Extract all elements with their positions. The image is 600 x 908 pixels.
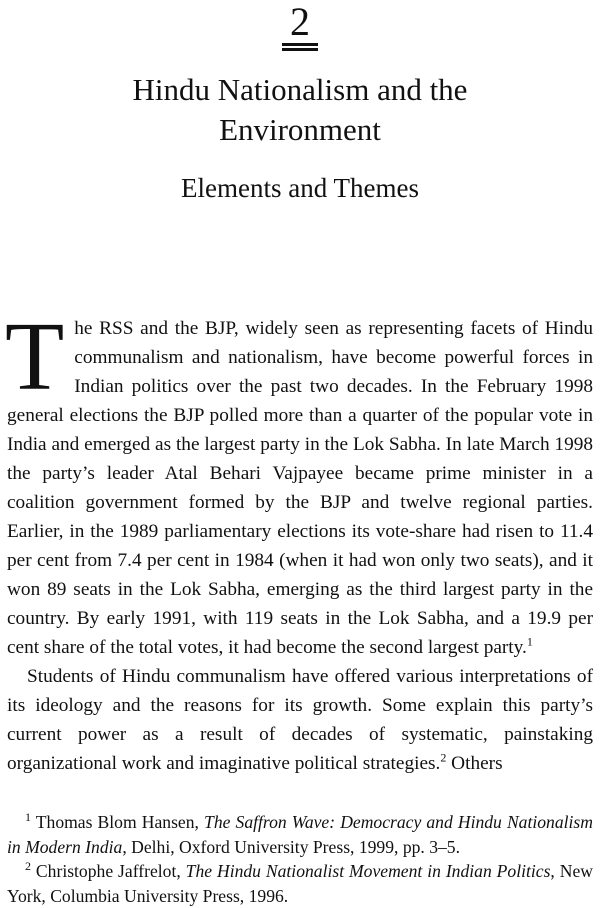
paragraph-1	[5, 303, 593, 662]
footnote-1-author: Thomas Blom Hansen,	[35, 812, 205, 832]
paragraph-2-text: Students of Hindu communalism have offered various interpretations of its ideology and the reasons for its growth. Some explain this party’s current power as a result of decades of systematic, painstaking organizational work and imaginative political strategies.	[7, 666, 593, 774]
paragraph-2-tail: Others	[446, 753, 503, 774]
body-text	[5, 303, 593, 778]
footnote-2-work: The Hindu Nationalist Movement in Indian Politics	[185, 861, 551, 881]
footnote-1-rest: , Delhi, Oxford University Press, 1999, pp. 3–5.	[122, 836, 461, 857]
chapter-subtitle: Elements and Themes	[181, 173, 419, 203]
paragraph-1-text: he RSS and the BJP, widely seen as representing facets of Hindu communalism and nationalism, have become powerful forces in Indian politics over the past two decades. In the February 1998 general elections the BJP polled more than a quarter of the popular vote in India and emerged as the largest party in the Lok Sabha. In late March 1998 the party’s leader Atal Behari Vajpayee became prime minister in a coalition government formed by the BJP and twelve regional parties. Earlier, in the 1989 parliamentary elections its vote-share had risen to 11.4 per cent from 7.4 per cent in 1984 (when it had won only two seats), and it won 89 seats in the Lok Sabha, emerging as the third largest party in the country. By early 1991, with 119 seats in the Lok Sabha, and a 19.9 per cent share of the total votes, it had become the second largest party.	[7, 318, 593, 658]
footnote-2-marker: 2	[25, 859, 31, 874]
chapter-number-double-rule	[282, 43, 318, 51]
drop-cap: T	[5, 303, 65, 410]
footnote-1	[7, 810, 593, 859]
footnote-1-marker: 1	[25, 810, 31, 825]
footnote-ref-1: 1	[526, 634, 533, 649]
footnote-1-work: The Saffron Wave: Democracy and Hindu Nationalism in Modern India	[7, 812, 593, 857]
footnote-2-rest: , New York, Columbia University Press, 1996.	[7, 861, 593, 906]
footnote-2-author: Christophe Jaffrelot,	[35, 861, 186, 881]
footnote-ref-2: 2	[440, 750, 447, 765]
chapter-number	[0, 0, 600, 48]
chapter-number-text: 2	[290, 0, 310, 44]
paragraph-2	[7, 662, 593, 778]
chapter-title-line-1: Hindu Nationalism and the	[132, 72, 468, 107]
chapter-title-line-2: Environment	[219, 112, 381, 147]
footnote-2	[7, 859, 593, 908]
footnotes	[7, 810, 593, 908]
